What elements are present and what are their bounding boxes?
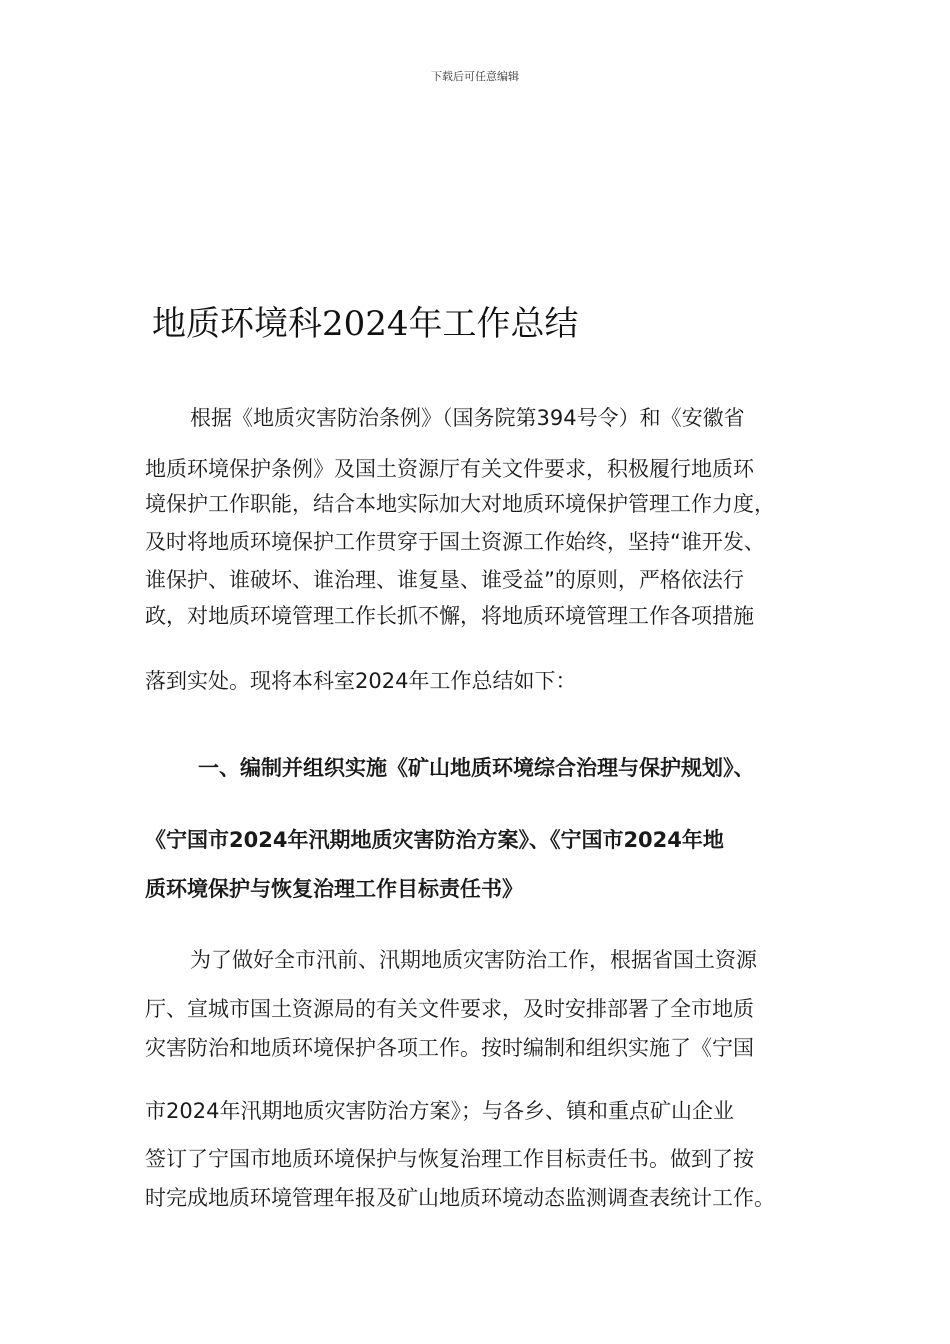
para1-line-4: 及时将地质环境保护工作贯穿于国土资源工作始终，坚持“谁开发、 [145,530,765,554]
para1-line-3: 境保护工作职能，结合本地实际加大对地质环境保护管理工作力度， [145,492,775,516]
para1-line-1: 根据《地质灾害防治条例》（国务院第394号令）和《安徽省 [190,406,745,430]
document-title: 地质环境科2024年工作总结 [152,304,579,344]
para2-line-1: 为了做好全市汛前、汛期地质灾害防治工作，根据省国土资源 [190,948,757,972]
para2-line-4: 市2024年汛期地质灾害防治方案》；与各乡、镇和重点矿山企业 [145,1099,734,1123]
para1-line-6: 政，对地质环境管理工作长抓不懈，将地质环境管理工作各项措施 [145,604,754,628]
heading1-line-3: 质环境保护与恢复治理工作目标责任书》 [145,877,523,901]
para2-line-2: 厅、宣城市国土资源局的有关文件要求，及时安排部署了全市地质 [145,997,754,1021]
heading1-line-1: 一、编制并组织实施《矿山地质环境综合治理与保护规划》、 [198,756,755,780]
para1-line-5: 谁保护、谁破坏、谁治理、谁复垦、谁受益”的原则，严格依法行 [145,568,744,592]
para2-line-6: 时完成地质环境管理年报及矿山地质环境动态监测调查表统计工作。 [145,1186,775,1210]
page-header-note: 下载后可任意编辑 [431,70,519,83]
para2-line-5: 签订了宁国市地质环境保护与恢复治理工作目标责任书。做到了按 [145,1147,754,1171]
para2-line-3: 灾害防治和地质环境保护各项工作。按时编制和组织实施了《宁国 [145,1036,754,1060]
para1-line-7: 落到实处。现将本科室2024年工作总结如下： [145,669,577,693]
heading1-line-2: 《宁国市2024年汛期地质灾害防治方案》、《宁国市2024年地 [145,828,724,852]
para1-line-2: 地质环境保护条例》及国土资源厅有关文件要求，积极履行地质环 [145,457,754,481]
